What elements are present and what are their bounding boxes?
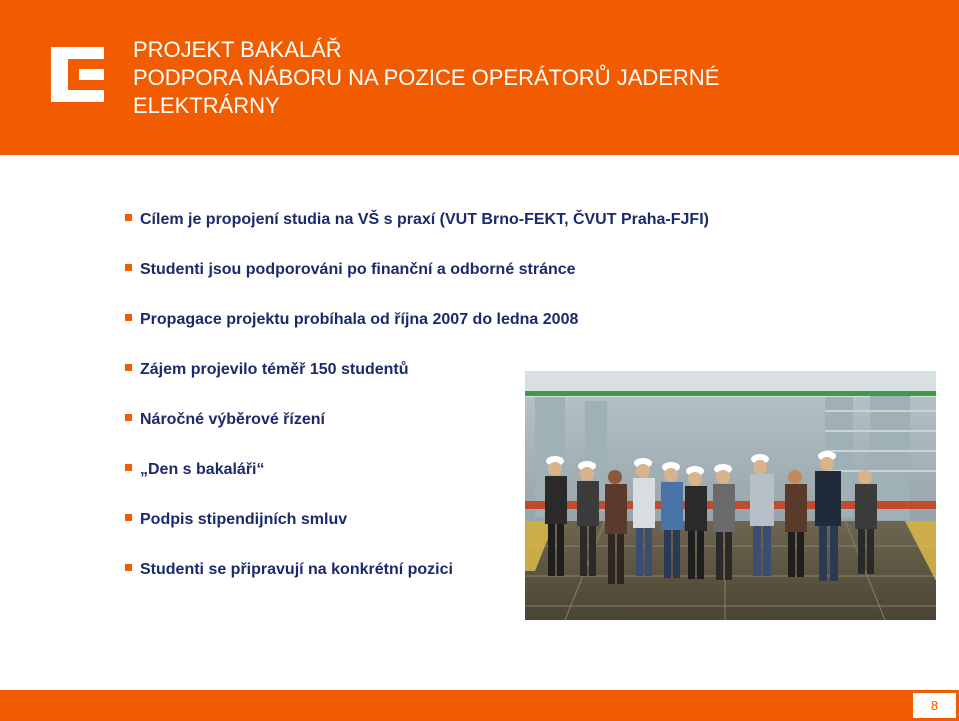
bullet-text: „Den s bakaláři“ <box>140 461 265 478</box>
bullet-text: Studenti se připravují na konkrétní pozici <box>140 561 453 578</box>
slide-title <box>133 36 719 120</box>
bullet-text: Zájem projevilo téměř 150 studentů <box>140 361 409 378</box>
group-photo <box>525 371 936 620</box>
bullet-square-icon <box>125 514 132 521</box>
group-photo-illustration <box>525 371 936 620</box>
cez-logo <box>51 47 104 102</box>
title-line-2: PODPORA NÁBORU NA POZICE OPERÁTORŮ JADERNÉ <box>133 65 720 90</box>
page-number: 8 <box>913 693 956 718</box>
title-line-1: PROJEKT BAKALÁŘ <box>133 37 342 62</box>
bullet-square-icon <box>125 564 132 571</box>
header-bar <box>0 0 959 155</box>
bullet-square-icon <box>125 414 132 421</box>
bullet-text: Podpis stipendijních smluv <box>140 511 348 528</box>
bullet-text: Studenti jsou podporováni po finanční a odborné stránce <box>140 261 576 278</box>
bullet-text: Cílem je propojení studia na VŠ s praxí (VUT Brno-FEKT, ČVUT Praha-FJFI) <box>140 211 709 228</box>
bullet-square-icon <box>125 464 132 471</box>
bullet-text: Propagace projektu probíhala od října 2007 do ledna 2008 <box>140 311 579 328</box>
bullet-square-icon <box>125 214 132 221</box>
bullet-text: Náročné výběrové řízení <box>140 411 325 428</box>
title-line-3: ELEKTRÁRNY <box>133 93 280 118</box>
footer-bar <box>0 690 959 721</box>
bullet-square-icon <box>125 264 132 271</box>
bullet-square-icon <box>125 314 132 321</box>
bullet-square-icon <box>125 364 132 371</box>
